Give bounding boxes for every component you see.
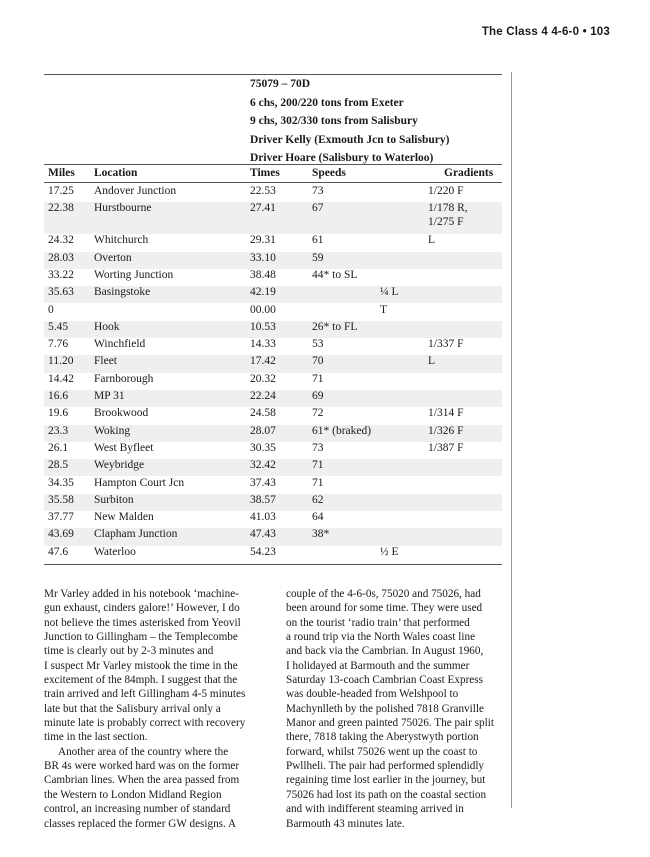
text-line: time is clearly out by 2-3 minutes and — [44, 645, 214, 658]
miles-cell: 35.58 — [48, 493, 74, 506]
time-cell: 17.42 — [250, 355, 276, 368]
location-cell: Clapham Junction — [94, 528, 178, 541]
miles-cell: 43.69 — [48, 528, 74, 541]
column-header: Location — [94, 167, 138, 179]
time-cell: 24.58 — [250, 407, 276, 420]
miles-cell: 23.3 — [48, 424, 69, 437]
speed-cell: 59 — [312, 251, 324, 264]
time-cell: 42.19 — [250, 286, 276, 299]
train-info-line: 9 chs, 302/330 tons from Salisbury — [250, 115, 418, 128]
location-cell: Fleet — [94, 355, 117, 368]
location-cell: Basingstoke — [94, 286, 151, 299]
header-top-rule — [44, 164, 502, 165]
time-cell: 33.10 — [250, 251, 276, 264]
table-row — [44, 286, 502, 303]
speed-cell: 73 — [312, 441, 324, 454]
table-row — [44, 528, 502, 545]
location-cell: New Malden — [94, 511, 154, 524]
text-line: train arrived and left Gillingham 4-5 minutes — [44, 688, 246, 701]
text-line: I suspect Mr Varley mistook the time in the — [44, 659, 238, 672]
location-cell: Overton — [94, 251, 132, 264]
time-cell: 30.35 — [250, 441, 276, 454]
miles-cell: 28.03 — [48, 251, 74, 264]
text-line: there, 7818 taking the Aberystwyth portion — [286, 731, 479, 744]
column-header: Miles — [48, 167, 75, 179]
text-line: a round trip via the North Wales coast line — [286, 631, 476, 644]
table-row — [44, 459, 502, 476]
text-line: not believe the times asterisked from Yeovil — [44, 616, 241, 629]
table-row — [44, 511, 502, 528]
table-bottom-rule — [44, 564, 502, 565]
table-row — [44, 321, 502, 338]
miles-cell: 16.6 — [48, 390, 69, 402]
train-info-line: Driver Kelly (Exmouth Jcn to Salisbury) — [250, 133, 450, 146]
time-cell: 22.24 — [250, 390, 276, 402]
table-row — [44, 355, 502, 372]
text-line: Junction to Gillingham – the Templecombe — [44, 631, 238, 644]
location-cell: Weybridge — [94, 459, 145, 472]
time-cell: 41.03 — [250, 511, 276, 524]
table-row — [44, 546, 502, 563]
gradient-cell: 1/178 R, — [428, 202, 468, 215]
time-cell: 00.00 — [250, 303, 276, 316]
text-line: BR 4s were worked hard was on the former — [44, 760, 240, 773]
text-line: Mr Varley added in his notebook ‘machine- — [44, 588, 239, 600]
location-cell: MP 31 — [94, 390, 125, 402]
gradient-note-cell: T — [380, 303, 388, 316]
gradient-cell: 1/337 F — [428, 338, 464, 351]
table-row — [44, 202, 502, 234]
location-cell: Surbiton — [94, 493, 134, 506]
table-row — [44, 269, 502, 286]
miles-cell: 14.42 — [48, 372, 74, 385]
gradient-cell-cont: 1/275 F — [428, 216, 464, 229]
speed-cell: 62 — [312, 493, 324, 506]
time-cell: 54.23 — [250, 545, 276, 558]
speed-cell: 71 — [312, 476, 324, 489]
table-row — [44, 494, 502, 511]
speed-cell: 70 — [312, 355, 324, 368]
text-line: late but that the Salisbury arrival only a — [44, 702, 221, 715]
text-line: and with indifferent steaming arrived in — [286, 803, 464, 816]
miles-cell: 22.38 — [48, 202, 74, 215]
speed-cell: 26* to FL — [312, 320, 358, 333]
time-cell: 37.43 — [250, 476, 276, 489]
time-cell: 20.32 — [250, 372, 276, 385]
text-line: was double-headed from Welshpool to — [286, 688, 459, 701]
speed-cell: 71 — [312, 372, 324, 385]
text-line: I holidayed at Barmouth and the summer — [286, 659, 470, 672]
text-line: on the tourist ‘radio train’ that performed — [286, 616, 470, 629]
speed-cell: 64 — [312, 511, 324, 524]
speed-cell: 61 — [312, 234, 324, 247]
column-header: Gradients — [444, 167, 494, 179]
header-bottom-rule — [44, 182, 502, 183]
gradient-cell: 1/314 F — [428, 407, 464, 420]
text-line: forward, whilst 75026 went up the coast to — [286, 745, 478, 758]
time-cell: 10.53 — [250, 320, 276, 333]
location-cell: Hurstbourne — [94, 202, 152, 215]
text-line: Cambrian lines. When the area passed from — [44, 774, 240, 787]
speed-cell: 44* to SL — [312, 268, 358, 281]
column-header: Speeds — [312, 167, 346, 179]
miles-cell: 5.45 — [48, 320, 69, 333]
speed-cell: 69 — [312, 390, 324, 402]
miles-cell: 19.6 — [48, 407, 69, 420]
location-cell: Hampton Court Jcn — [94, 476, 185, 489]
miles-cell: 33.22 — [48, 268, 74, 281]
speed-cell: 53 — [312, 338, 324, 351]
table-row — [44, 185, 502, 202]
speed-cell: 72 — [312, 407, 324, 420]
table-row — [44, 477, 502, 494]
running-header: The Class 4 4-6-0 • 103 — [481, 26, 610, 38]
location-cell: Hook — [94, 320, 120, 333]
table-row — [44, 390, 502, 407]
time-cell: 29.31 — [250, 234, 276, 247]
gradient-note-cell: ¼ L — [380, 286, 399, 299]
speed-cell: 61* (braked) — [312, 424, 372, 437]
location-cell: Brookwood — [94, 407, 149, 420]
table-top-rule — [44, 74, 502, 75]
table-row — [44, 234, 502, 251]
column-header: Times — [250, 167, 280, 179]
time-cell: 38.57 — [250, 493, 276, 506]
location-cell: Waterloo — [94, 545, 136, 558]
miles-cell: 47.6 — [48, 545, 69, 558]
miles-cell: 24.32 — [48, 234, 74, 247]
train-info-line: 6 chs, 200/220 tons from Exeter — [250, 96, 404, 109]
text-line: 75026 had lost its path on the coastal section — [286, 788, 487, 801]
miles-cell: 34.35 — [48, 476, 74, 489]
text-line: minute late is probably correct with recovery — [44, 717, 246, 730]
table-row — [44, 252, 502, 269]
text-line: Machynlleth by the polished 7818 Granville — [286, 702, 484, 715]
time-cell: 27.41 — [250, 202, 276, 215]
gradient-cell: L — [428, 234, 436, 247]
location-cell: Farnborough — [94, 372, 154, 385]
miles-cell: 35.63 — [48, 286, 74, 299]
train-info-line: Driver Hoare (Salisbury to Waterloo) — [250, 152, 434, 165]
location-cell: Winchfield — [94, 338, 146, 351]
train-info-line: 75079 – 70D — [250, 78, 311, 90]
text-line: couple of the 4-6-0s, 75020 and 75026, had — [286, 588, 481, 600]
right-text-column — [286, 587, 512, 831]
time-cell: 28.07 — [250, 424, 276, 437]
text-line: regaining time lost earlier in the journey, but — [286, 774, 486, 787]
speed-cell: 38* — [312, 528, 330, 541]
text-line: Another area of the country where the — [58, 745, 229, 758]
speed-cell: 73 — [312, 185, 324, 197]
text-line: control, an increasing number of standard — [44, 803, 231, 816]
location-cell: Woking — [94, 424, 131, 437]
text-line: Manor and green painted 75026. The pair split — [286, 717, 494, 730]
miles-cell: 0 — [48, 303, 54, 316]
text-line: and back via the Cambrian. In August 1960, — [286, 645, 484, 658]
miles-cell: 7.76 — [48, 338, 69, 351]
speed-cell: 71 — [312, 459, 324, 472]
text-line: gun exhaust, cinders galore!’ However, I do — [44, 602, 240, 615]
time-cell: 38.48 — [250, 268, 276, 281]
gradient-cell: 1/326 F — [428, 424, 464, 437]
table-row — [44, 373, 502, 390]
speed-cell: 67 — [312, 202, 324, 215]
miles-cell: 37.77 — [48, 511, 74, 524]
gradient-note-cell: ½ E — [380, 545, 399, 558]
miles-cell: 28.5 — [48, 459, 69, 472]
miles-cell: 26.1 — [48, 441, 69, 454]
gradient-cell: L — [428, 355, 436, 368]
location-cell: West Byfleet — [94, 441, 154, 454]
table-row — [44, 304, 502, 321]
location-cell: Andover Junction — [94, 185, 177, 197]
text-line: the Western to London Midland Region — [44, 788, 222, 801]
text-line: classes replaced the former GW designs. A — [44, 817, 237, 830]
miles-cell: 17.25 — [48, 185, 74, 197]
left-text-column — [44, 587, 276, 831]
text-line: excitement of the 84mph. I suggest that the — [44, 674, 238, 687]
table-row — [44, 338, 502, 355]
gradient-cell: 1/387 F — [428, 441, 464, 454]
text-line: Barmouth 43 minutes late. — [286, 817, 405, 830]
table-row — [44, 407, 502, 424]
text-line: Pwllheli. The pair had performed splendidly — [286, 760, 485, 773]
location-cell: Whitchurch — [94, 234, 149, 247]
time-cell: 32.42 — [250, 459, 276, 472]
text-line: Saturday 13-coach Cambrian Coast Express — [286, 674, 483, 687]
time-cell: 22.53 — [250, 185, 276, 197]
text-line: time in the last section. — [44, 731, 148, 744]
location-cell: Worting Junction — [94, 268, 174, 281]
table-row — [44, 442, 502, 459]
table-header-row — [44, 167, 502, 183]
text-line: been around for some time. They were used — [286, 602, 483, 615]
table-row — [44, 425, 502, 442]
miles-cell: 11.20 — [48, 355, 74, 368]
gradient-cell: 1/220 F — [428, 185, 464, 197]
time-cell: 14.33 — [250, 338, 276, 351]
time-cell: 47.43 — [250, 528, 276, 541]
